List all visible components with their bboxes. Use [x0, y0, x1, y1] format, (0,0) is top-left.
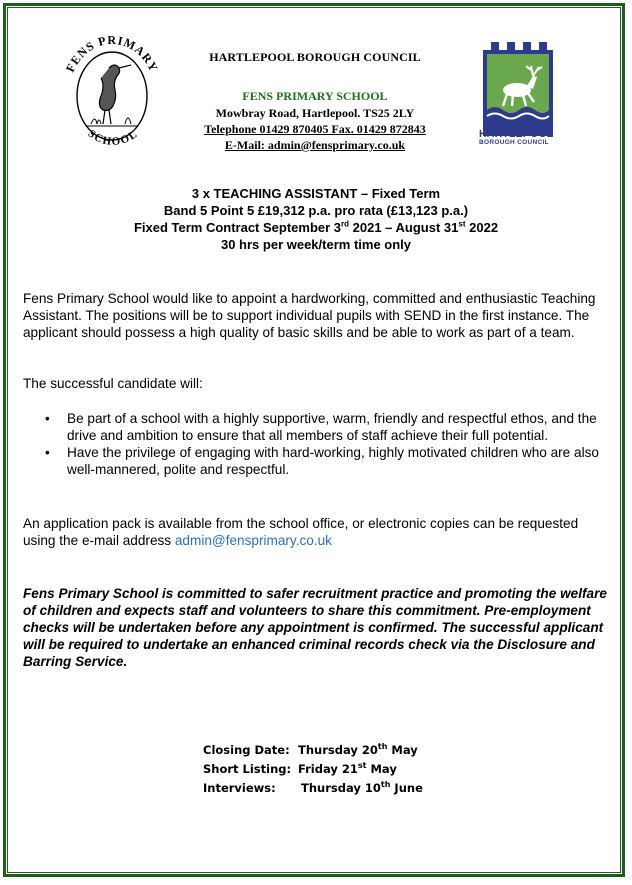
fens-logo-text-bottom: SCHOOL — [85, 127, 141, 149]
letterhead — [185, 50, 445, 153]
job-hours: 30 hrs per week/term time only — [220, 237, 412, 252]
school-address: Mowbray Road, Hartlepool. TS25 2LY — [215, 106, 415, 120]
heron-icon — [87, 65, 137, 126]
safeguarding-statement: Fens Primary School is committed to safer recruitment practice and promoting the welfare of children and expects staff and volunteers to share this commitment. Pre-employment checks will be undertaken before any appointment is confirmed. The successful applicant will be required to undertake an enhanced criminal records check via the Disclosure and Barring Service. — [23, 586, 607, 669]
school-name: FENS PRIMARY SCHOOL — [242, 89, 388, 103]
intro-paragraph: Fens Primary School would like to appoint a hardworking, committed and enthusiastic Teaching Assistant. The positions will be to support individual pupils with SEND in the first instance. The applicant should possess a high quality of basic skills and be able to work as part of a team. — [23, 291, 596, 340]
hbc-town: HARTLEPOOL — [479, 128, 554, 140]
svg-text:SCHOOL — [86, 128, 141, 149]
bullet-icon: • — [45, 411, 50, 426]
list-item: • Have the privilege of engaging with hard-working, highly motivated children who are also well-mannered, polite and respectful. — [45, 445, 599, 477]
council-name: HARTLEPOOL BOROUGH COUNCIL — [209, 50, 421, 64]
application-pack-paragraph: An application pack is available from the school office, or electronic copies can be requested using the e-mail address admin@fensprimary.co.uk — [23, 516, 579, 548]
fens-primary-logo — [57, 28, 167, 158]
hartlepool-logo-text — [479, 128, 559, 146]
candidate-bullet-list — [23, 410, 613, 478]
list-item: • Be part of a school with a highly supportive, warm, friendly and respectful ethos, and the drive and ambition to ensure that all members of staff achieve their full potential. — [45, 411, 597, 443]
email-link[interactable]: admin@fensprimary.co.uk — [174, 533, 332, 548]
hbc-council: BOROUGH COUNCIL — [479, 139, 549, 146]
job-title-block — [40, 185, 592, 253]
contract-dates: Fixed Term Contract September 3rd 2021 – August 31st 2022 — [133, 219, 499, 235]
school-phone: Telephone 01429 870405 Fax. 01429 872843 — [204, 122, 426, 136]
fens-logo-text-top: FENS PRIMARY — [62, 32, 162, 75]
job-band: Band 5 Point 5 £19,312 p.a. pro rata (£13,123 p.a.) — [163, 203, 469, 218]
job-title: 3 x TEACHING ASSISTANT – Fixed Term — [191, 186, 441, 201]
bullet-icon: • — [45, 445, 50, 460]
candidate-intro: The successful candidate will: — [23, 376, 203, 391]
school-email[interactable]: E-Mail: admin@fensprimary.co.uk — [224, 138, 406, 152]
